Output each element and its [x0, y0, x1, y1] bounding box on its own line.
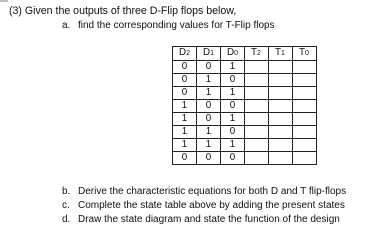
table-cell [293, 126, 317, 139]
table-cell [245, 139, 269, 152]
table-cell [293, 100, 317, 113]
table-cell [269, 113, 293, 126]
part-a-letter: a. [62, 20, 71, 31]
table-cell: 0 [173, 61, 197, 74]
table-cell: 0 [221, 126, 245, 139]
table-row [173, 113, 317, 126]
table-cell [245, 87, 269, 100]
header-d2: D2 [173, 47, 197, 61]
table-cell: 1 [173, 139, 197, 152]
header-t2: T2 [245, 47, 269, 61]
part-c-text: Complete the state table above by adding the present states [78, 200, 345, 211]
part-a [62, 20, 275, 31]
table-cell: 1 [197, 74, 221, 87]
page-corner-mark [0, 0, 8, 2]
table-cell: 1 [221, 113, 245, 126]
table-header-row [173, 47, 317, 61]
part-c-letter: c. [62, 200, 70, 211]
part-d-letter: d. [62, 214, 71, 225]
table-cell [293, 74, 317, 87]
part-d-text: Draw the state diagram and state the function of the design [78, 214, 340, 225]
table-cell: 1 [173, 113, 197, 126]
table-cell [293, 113, 317, 126]
table-cell [245, 113, 269, 126]
table-cell: 0 [221, 74, 245, 87]
table-row [173, 100, 317, 113]
table-cell: 0 [197, 61, 221, 74]
part-b-letter: b. [62, 186, 71, 197]
table-cell: 0 [197, 113, 221, 126]
table-cell: 0 [173, 152, 197, 165]
table-cell: 1 [221, 139, 245, 152]
table-cell [269, 87, 293, 100]
part-b [62, 186, 346, 197]
part-a-text: find the corresponding values for T-Flip flops [78, 20, 275, 31]
table-cell: 0 [221, 100, 245, 113]
table-row [173, 87, 317, 100]
table-row [173, 61, 317, 74]
table-cell [245, 126, 269, 139]
table-cell [269, 152, 293, 165]
table-cell: 1 [197, 126, 221, 139]
table-cell: 1 [221, 87, 245, 100]
table-cell [245, 61, 269, 74]
table-cell [293, 61, 317, 74]
table-cell: 0 [221, 152, 245, 165]
table-cell [293, 139, 317, 152]
table-cell [293, 87, 317, 100]
part-b-text: Derive the characteristic equations for both D and T flip-flops [78, 186, 347, 197]
part-c [62, 200, 345, 211]
table-cell: 1 [197, 87, 221, 100]
table-cell: 0 [173, 87, 197, 100]
table-cell [269, 100, 293, 113]
flip-flop-table [172, 46, 317, 165]
table-cell [245, 100, 269, 113]
table-cell [269, 61, 293, 74]
header-t1: T1 [269, 47, 293, 61]
part-d [62, 214, 340, 225]
table-row [173, 126, 317, 139]
table-body [173, 61, 317, 165]
table-cell: 1 [173, 100, 197, 113]
header-d0: D0 [221, 47, 245, 61]
table-cell: 0 [173, 74, 197, 87]
table-cell: 1 [197, 139, 221, 152]
table-cell [245, 74, 269, 87]
table-cell: 1 [173, 126, 197, 139]
table-cell: 1 [221, 61, 245, 74]
table-cell: 0 [197, 100, 221, 113]
table-cell [269, 139, 293, 152]
table-cell: 0 [197, 152, 221, 165]
table-cell [245, 152, 269, 165]
header-t0: T0 [293, 47, 317, 61]
table-row [173, 139, 317, 152]
table-cell [269, 126, 293, 139]
header-d1: D1 [197, 47, 221, 61]
table-row [173, 74, 317, 87]
table-cell [269, 74, 293, 87]
table-cell [293, 152, 317, 165]
table-row [173, 152, 317, 165]
question-title: (3) Given the outputs of three D-Flip flops below, [9, 5, 237, 17]
